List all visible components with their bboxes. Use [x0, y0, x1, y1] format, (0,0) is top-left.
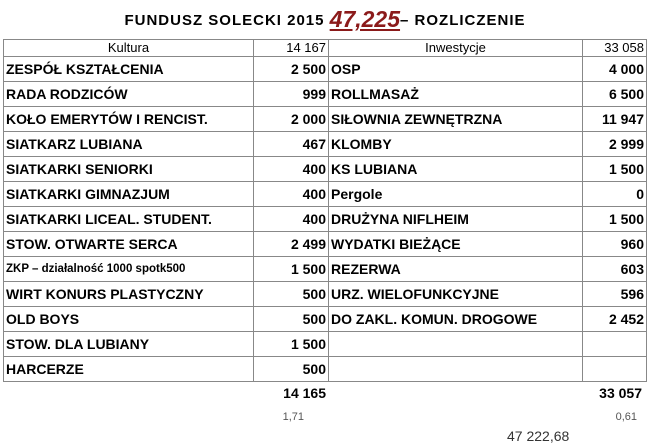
- inwestycje-item-value: 2 452: [583, 307, 647, 332]
- kultura-item-value: 400: [254, 207, 329, 232]
- table-row: [4, 132, 647, 157]
- kultura-header: Kultura: [4, 40, 254, 57]
- inwestycje-item-name: OSP: [329, 57, 583, 82]
- inwestycje-item-value: 6 500: [583, 82, 647, 107]
- budget-table: [3, 39, 647, 382]
- kultura-item-name: HARCERZE: [4, 357, 254, 382]
- table-row: [4, 257, 647, 282]
- inwestycje-item-name: ROLLMASAŻ: [329, 82, 583, 107]
- kultura-item-name: OLD BOYS: [4, 307, 254, 332]
- kultura-item-value: 2 499: [254, 232, 329, 257]
- inwestycje-item-name: WYDATKI BIEŻĄCE: [329, 232, 583, 257]
- inwestycje-item-name: SIŁOWNIA ZEWNĘTRZNA: [329, 107, 583, 132]
- kultura-ratio: 1,71: [282, 411, 304, 423]
- table-row: [4, 232, 647, 257]
- kultura-item-value: 1 500: [254, 257, 329, 282]
- kultura-item-value: 1 500: [254, 332, 329, 357]
- inwestycje-item-value: 4 000: [583, 57, 647, 82]
- inwestycje-total: 33 057: [599, 385, 642, 401]
- title-prefix: FUNDUSZ SOLECKI 2015: [124, 12, 330, 29]
- kultura-item-value: 400: [254, 157, 329, 182]
- inwestycje-item-name: REZERWA: [329, 257, 583, 282]
- inwestycje-item-name: URZ. WIELOFUNKCYJNE: [329, 282, 583, 307]
- inwestycje-item-value: 11 947: [583, 107, 647, 132]
- kultura-item-value: 400: [254, 182, 329, 207]
- table-row: [4, 357, 647, 382]
- kultura-item-name: STOW. OTWARTE SERCA: [4, 232, 254, 257]
- kultura-item-name: STOW. DLA LUBIANY: [4, 332, 254, 357]
- inwestycje-ratio: 0,61: [615, 411, 637, 423]
- kultura-item-name: KOŁO EMERYTÓW I RENCIST.: [4, 107, 254, 132]
- inwestycje-item-name: KLOMBY: [329, 132, 583, 157]
- inwestycje-item-value: 1 500: [583, 157, 647, 182]
- kultura-item-value: 500: [254, 357, 329, 382]
- inwestycje-item-value: 960: [583, 232, 647, 257]
- inwestycje-item-name: KS LUBIANA: [329, 157, 583, 182]
- table-row: [4, 57, 647, 82]
- kultura-header-total: 14 167: [254, 40, 329, 57]
- kultura-total: 14 165: [283, 385, 326, 401]
- kultura-item-name: ZKP – działalność 1000 spotk500: [4, 257, 254, 282]
- title-amount: 47,225: [329, 6, 401, 32]
- page-title: [0, 4, 650, 36]
- table-row: [4, 82, 647, 107]
- table-row: [4, 207, 647, 232]
- inwestycje-item-value: 0: [583, 182, 647, 207]
- kultura-item-name: ZESPÓŁ KSZTAŁCENIA: [4, 57, 254, 82]
- kultura-item-name: SIATKARZ LUBIANA: [4, 132, 254, 157]
- inwestycje-item-name: DRUŻYNA NIFLHEIM: [329, 207, 583, 232]
- kultura-item-name: SIATKARKI SENIORKI: [4, 157, 254, 182]
- kultura-item-value: 467: [254, 132, 329, 157]
- kultura-item-value: 999: [254, 82, 329, 107]
- inwestycje-item-value: [583, 357, 647, 382]
- kultura-item-value: 2 500: [254, 57, 329, 82]
- table-row: [4, 182, 647, 207]
- kultura-item-name: SIATKARKI GIMNAZJUM: [4, 182, 254, 207]
- table-row: [4, 307, 647, 332]
- table-row: [4, 282, 647, 307]
- kultura-item-value: 500: [254, 307, 329, 332]
- table-header-row: [4, 40, 647, 57]
- kultura-item-value: 500: [254, 282, 329, 307]
- inwestycje-item-name: DO ZAKL. KOMUN. DROGOWE: [329, 307, 583, 332]
- grand-total: 47 222,68: [507, 428, 570, 444]
- kultura-item-name: RADA RODZICÓW: [4, 82, 254, 107]
- inwestycje-item-value: 2 999: [583, 132, 647, 157]
- kultura-item-value: 2 000: [254, 107, 329, 132]
- kultura-item-name: WIRT KONURS PLASTYCZNY: [4, 282, 254, 307]
- inwestycje-item-value: 1 500: [583, 207, 647, 232]
- inwestycje-item-name: Pergole: [329, 182, 583, 207]
- table-row: [4, 332, 647, 357]
- inwestycje-item-value: [583, 332, 647, 357]
- kultura-item-name: SIATKARKI LICEAL. STUDENT.: [4, 207, 254, 232]
- table-row: [4, 107, 647, 132]
- inwestycje-item-name: [329, 332, 583, 357]
- inwestycje-header: Inwestycje: [329, 40, 583, 57]
- inwestycje-header-total: 33 058: [583, 40, 647, 57]
- inwestycje-item-name: [329, 357, 583, 382]
- title-suffix: – ROZLICZENIE: [400, 12, 526, 29]
- table-row: [4, 157, 647, 182]
- inwestycje-item-value: 596: [583, 282, 647, 307]
- inwestycje-item-value: 603: [583, 257, 647, 282]
